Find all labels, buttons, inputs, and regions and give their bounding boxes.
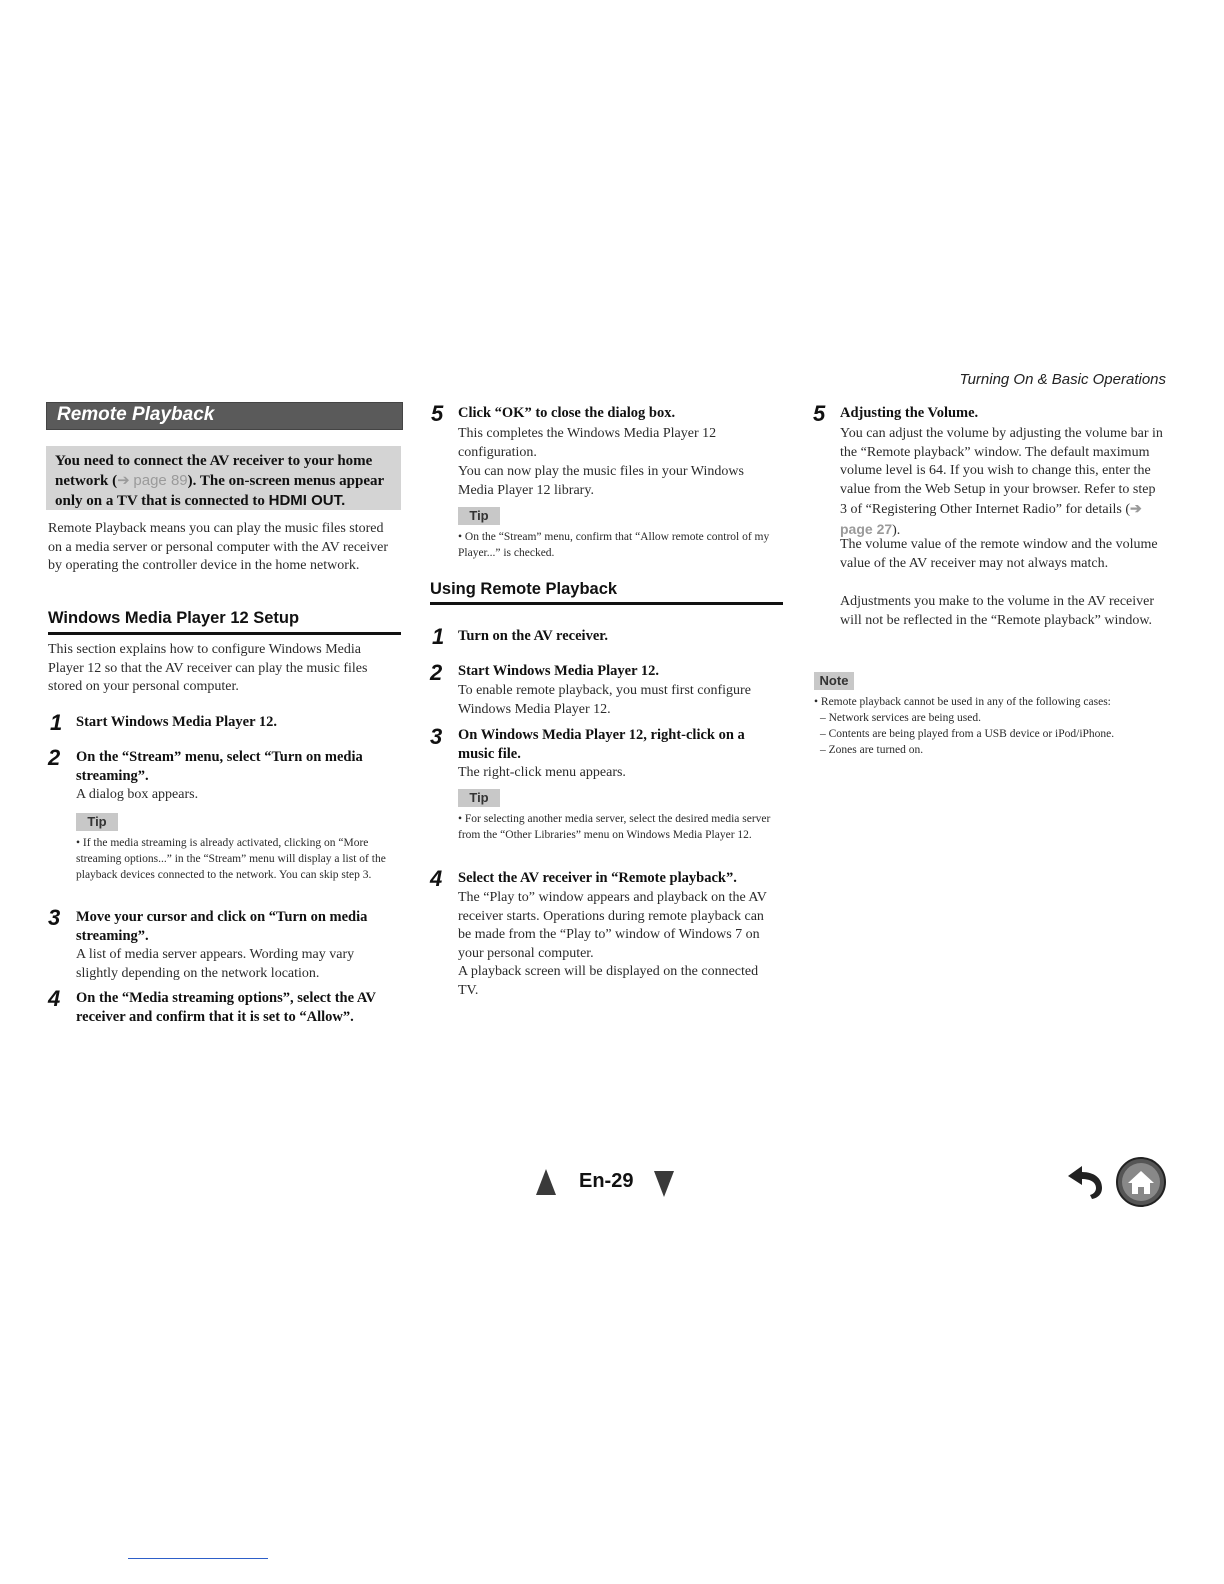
step-body: A list of media server appears. Wording may vary slightly depending on the network location. <box>76 947 355 981</box>
step-number: 5 <box>813 401 826 426</box>
back-icon[interactable] <box>1064 1162 1110 1200</box>
tip-text: • On the “Stream” menu, confirm that “Allow remote control of my Player...” is checked. <box>458 531 770 559</box>
warning-box <box>46 446 401 510</box>
step-body: A playback screen will be displayed on the connected TV. <box>458 964 759 998</box>
next-page-icon[interactable] <box>654 1171 674 1197</box>
step-body: The right-click menu appears. <box>458 765 626 780</box>
step-number: 1 <box>50 710 63 735</box>
step-body: The “Play to” window appears and playback on the AV receiver starts. Operations during remote playback can be made from the “Play to” window of Windows 7 on your personal computer. <box>458 890 767 961</box>
step-body: To enable remote playback, you must first configure Windows Media Player 12. <box>458 683 751 717</box>
tip-label: Tip <box>458 789 500 807</box>
step-title: On Windows Media Player 12, right-click on a music file. <box>458 727 745 762</box>
heading-rule <box>48 632 401 635</box>
setup-heading: Windows Media Player 12 Setup <box>48 609 300 627</box>
step-title: Click “OK” to close the dialog box. <box>458 405 676 421</box>
step-title: Select the AV receiver in “Remote playback”. <box>458 870 737 886</box>
page-link[interactable]: page 27 <box>840 520 893 537</box>
step-number: 3 <box>430 724 443 749</box>
page-link[interactable]: page 89 <box>133 472 188 489</box>
step-title: Adjusting the Volume. <box>840 405 979 421</box>
step-title: On the “Stream” menu, select “Turn on media streaming”. <box>76 749 363 784</box>
intro-paragraph: Remote Playback means you can play the music files stored on a media server or personal computer with the AV receiver by operating the controller device in the home network. <box>48 521 389 573</box>
arrow-right-icon: ➔ <box>117 472 130 489</box>
section-title: Remote Playback <box>57 404 215 425</box>
page-number: En-29 <box>579 1170 634 1192</box>
note-line: – Contents are being played from a USB device or iPod/iPhone. <box>820 728 1115 740</box>
home-icon[interactable] <box>1115 1156 1167 1208</box>
step-number: 3 <box>48 905 61 930</box>
step-number: 1 <box>432 624 445 649</box>
step-title: On the “Media streaming options”, select the AV receiver and confirm that it is set to “Allow”. <box>76 990 376 1025</box>
warning-text: You need to connect the AV receiver to your home network (➔ page 89). The on-screen menus appear only on a TV that is connected to HDMI OUT. <box>55 453 384 509</box>
footer-rule <box>128 1558 268 1559</box>
step-body: Adjustments you make to the volume in the AV receiver will not be reflected in the “Remote playback” window. <box>840 594 1155 628</box>
step-body: A dialog box appears. <box>76 787 199 802</box>
step-title: Turn on the AV receiver. <box>458 628 608 644</box>
step-title: Start Windows Media Player 12. <box>76 714 277 730</box>
heading-rule <box>430 602 783 605</box>
note-line: – Network services are being used. <box>820 712 981 724</box>
arrow-right-icon: ➔ <box>1130 500 1142 516</box>
step-number: 2 <box>48 745 61 770</box>
step-title: Move your cursor and click on “Turn on media streaming”. <box>76 909 368 944</box>
tip-label: Tip <box>76 813 118 831</box>
chapter-title: Turning On & Basic Operations <box>959 371 1166 388</box>
note-line: • Remote playback cannot be used in any of the following cases: <box>814 696 1111 708</box>
step-body: You can now play the music files in your Windows Media Player 12 library. <box>458 464 744 498</box>
step-body: This completes the Windows Media Player 12 configuration. <box>458 426 717 460</box>
using-heading: Using Remote Playback <box>430 580 618 598</box>
step-body: The volume value of the remote window and the volume value of the AV receiver may not always match. <box>840 537 1158 571</box>
note-line: – Zones are turned on. <box>820 744 924 756</box>
step-number: 2 <box>430 660 443 685</box>
tip-label: Tip <box>458 507 500 525</box>
step-number: 4 <box>430 866 443 891</box>
step-number: 4 <box>48 986 61 1011</box>
setup-intro: This section explains how to configure Windows Media Player 12 so that the AV receiver can play the music files stored on your personal computer. <box>48 642 368 694</box>
step-body: You can adjust the volume by adjusting the volume bar in the “Remote playback” window. The default maximum volume level is 64. If you wish to change this, enter the value from the Web Setup in your browser. Refer to step 3 of “Registering Other Internet Radio” for details (➔ page 27). <box>840 426 1163 538</box>
tip-text: • If the media streaming is already activated, clicking on “More streaming options...” in the “Stream” menu will display a list of the playback devices connected to the network. You can skip step 3. <box>76 837 386 881</box>
tip-text: • For selecting another media server, select the desired media server from the “Other Libraries” menu on Windows Media Player 12. <box>458 813 771 841</box>
note-label: Note <box>814 672 854 690</box>
step-number: 5 <box>431 401 444 426</box>
step-title: Start Windows Media Player 12. <box>458 663 659 679</box>
prev-page-icon[interactable] <box>536 1169 556 1195</box>
section-title-banner <box>46 402 403 430</box>
